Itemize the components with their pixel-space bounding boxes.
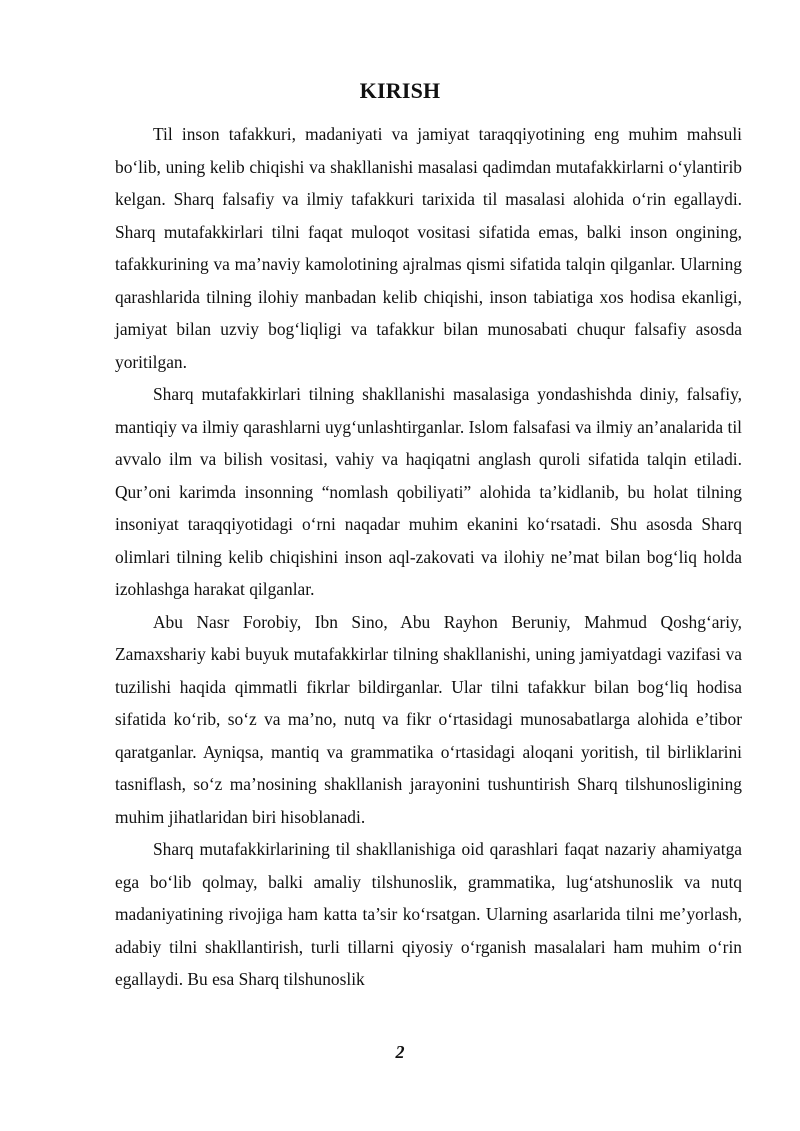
paragraph: Sharq mutafakkirlarining til shakllanishiga oid qarashlari faqat nazariy ahamiyatga ega bo‘lib qolmay, balki amaliy tilshunoslik, grammatika, lug‘atshunoslik va nutq madaniyatining rivojiga ham katta ta’sir ko‘rsatgan. Ularning asarlarida tilni me’yorlash, adabiy tilni shakllantirish, turli tillarni qiyosiy o‘rganish masalalari ham muhim o‘rin egallaydi. Bu esa Sharq tilshunoslik	[115, 839, 742, 989]
paragraph: Sharq mutafakkirlari tilning shakllanishi masalasiga yondashishda diniy, falsafiy, mantiqiy va ilmiy qarashlarni uyg‘unlashtirganlar. Islom falsafasi va ilmiy an’analarida til avvalo ilm va bilish vositasi, vahiy va haqiqatni anglash quroli sifatida talqin etiladi. Qur’oni karimda insonning “nomlash qobiliyati” alohida ta’kidlanib, bu holat tilning insoniyat taraqqiyotidagi o‘rni naqadar muhim ekanini ko‘rsatadi. Shu asosda Sharq olimlari tilning kelib chiqishini inson aql-zakovati va ilohiy ne’mat bilan bog‘liq holda izohlashga harakat qilganlar.	[115, 384, 742, 599]
paragraph: Til inson tafakkuri, madaniyati va jamiyat taraqqiyotining eng muhim mahsuli bo‘lib, uning kelib chiqishi va shakllanishi masalasi qadimdan mutafakkirlarni o‘ylantirib kelgan. Sharq falsafiy va ilmiy tafakkuri tarixida til masalasi alohida o‘rin egallaydi. Sharq mutafakkirlari tilni faqat muloqot vositasi sifatida emas, balki inson ongining, tafakkurining va ma’naviy kamolotining ajralmas qismi sifatida talqin qilganlar. Ularning qarashlarida tilning ilohiy manbadan kelib chiqishi, inson tabiatiga xos hodisa ekanligi, jamiyat bilan uzviy bog‘liqligi va tafakkur bilan munosabati chuqur falsafiy asosda yoritilgan.	[115, 124, 742, 372]
paragraph: Abu Nasr Forobiy, Ibn Sino, Abu Rayhon Beruniy, Mahmud Qoshg‘ariy, Zamaxshariy kabi buyuk mutafakkirlar tilning shakllanishi, uning jamiyatdagi vazifasi va tuzilishi haqida qimmatli fikrlar bildirganlar. Ular tilni tafakkur bilan bog‘liq hodisa sifatida ko‘rib, so‘z va ma’no, nutq va fikr o‘rtasidagi munosabatlarga alohida e’tibor qaratganlar. Ayniqsa, mantiq va grammatika o‘rtasidagi aloqani yoritish, til birliklarini tasniflash, so‘z ma’nosining shakllanish jarayonini tushuntirish Sharq tilshunosligining muhim jihatlaridan biri hisoblanadi.	[115, 611, 742, 827]
page-title: KIRISH	[359, 78, 441, 103]
page-number: 2	[395, 1042, 405, 1062]
body-text	[115, 118, 742, 996]
